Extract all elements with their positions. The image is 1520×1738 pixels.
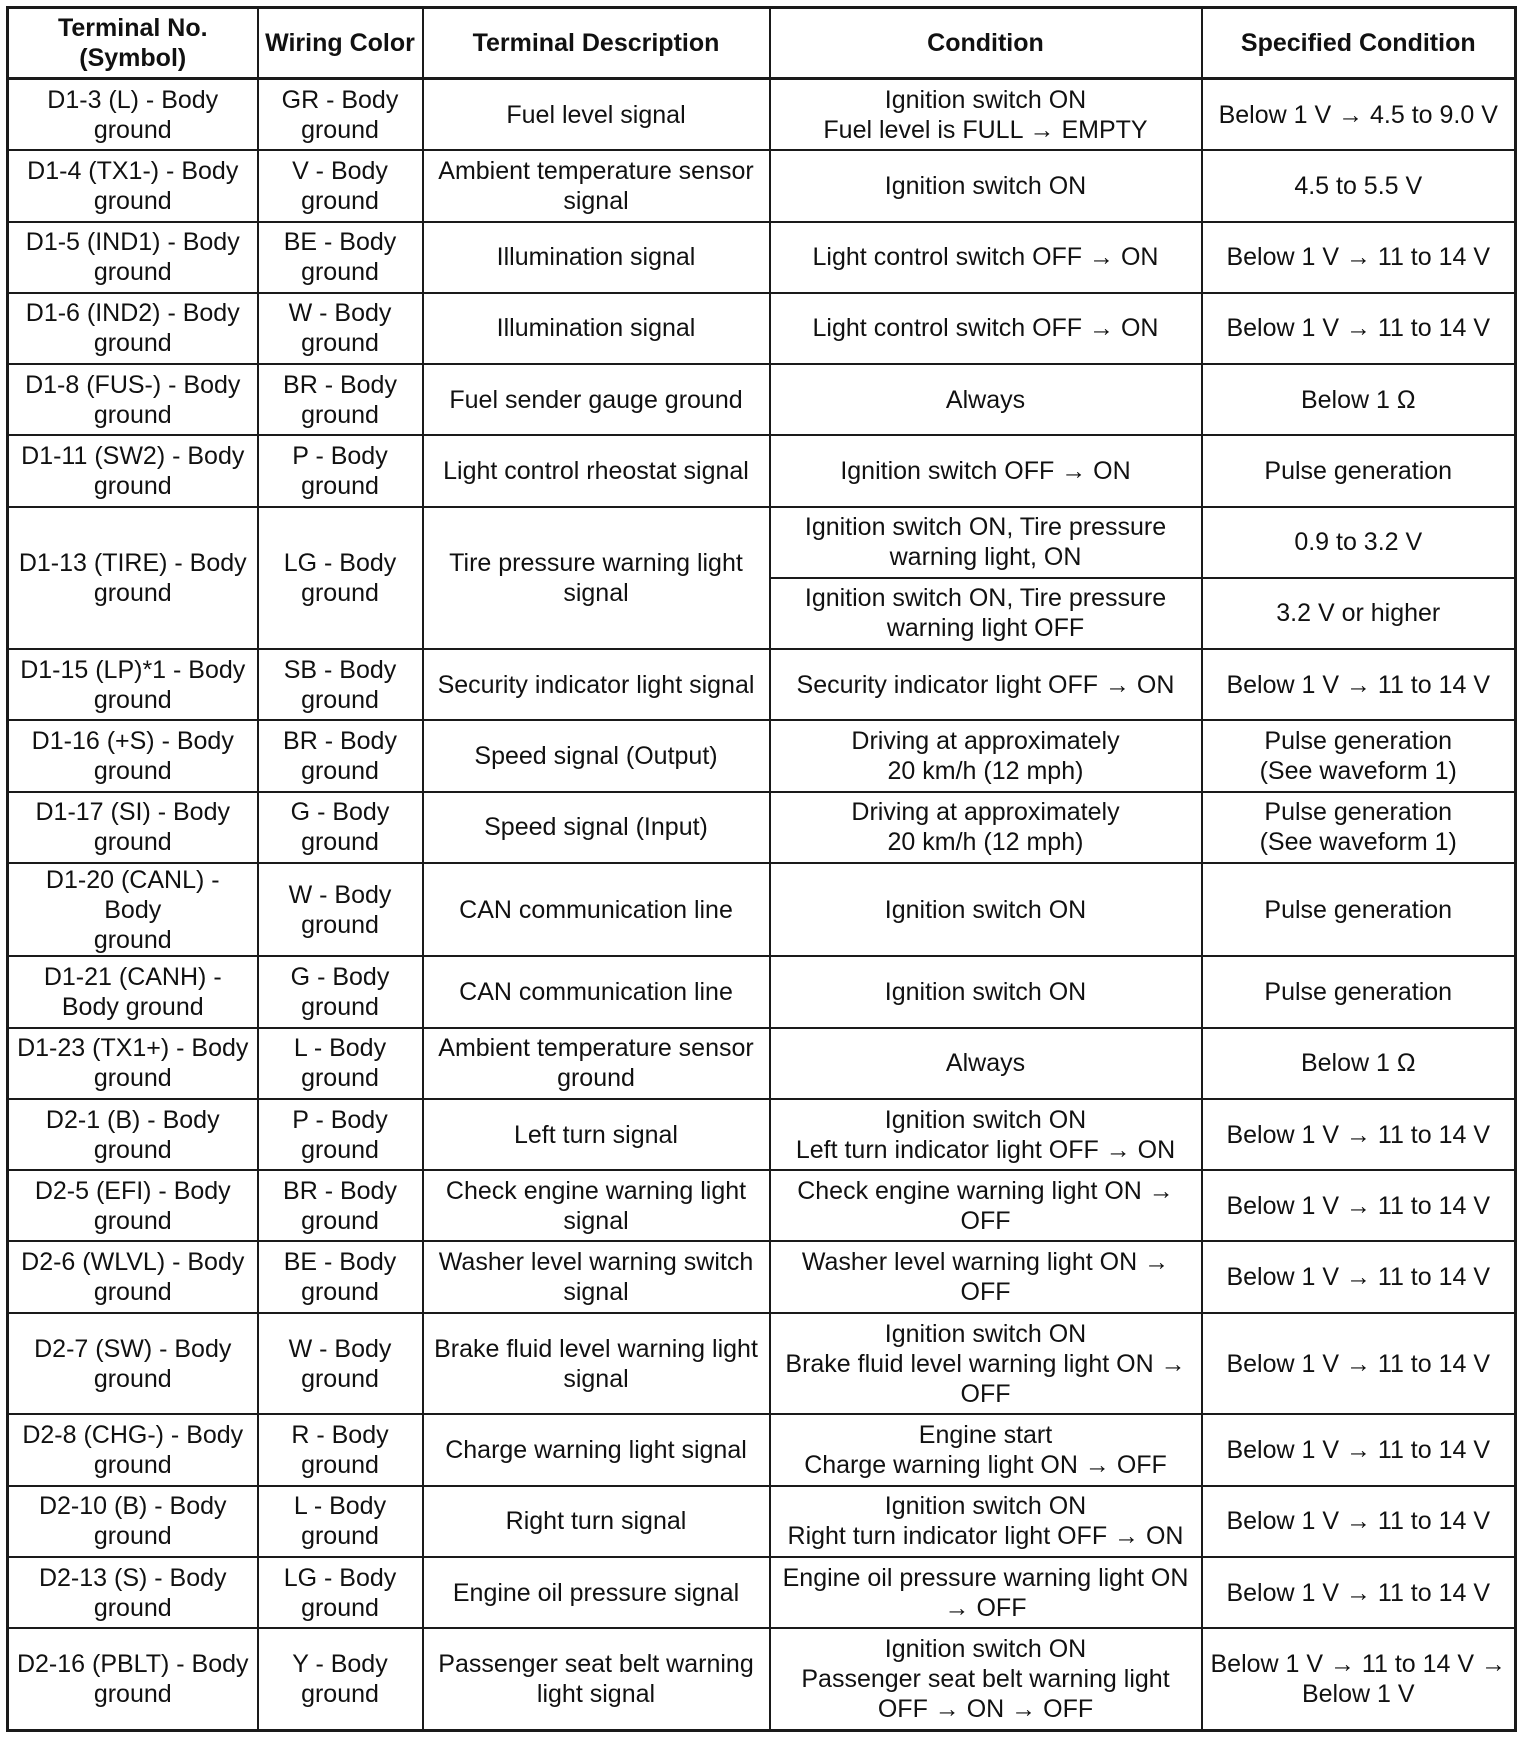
table-row — [8, 1313, 1516, 1415]
header-specified-condition: Specified Condition — [1202, 8, 1516, 79]
cell-terminal-description: Fuel level signal — [423, 79, 770, 151]
table-row — [8, 79, 1516, 151]
cell-terminal-description: Right turn signal — [423, 1486, 770, 1557]
cell-specified-condition: Below 1 Ω — [1202, 1028, 1516, 1099]
cell-specified-condition: Below 1 V → 11 to 14 V — [1202, 1170, 1516, 1241]
table-row — [8, 863, 1516, 957]
cell-condition: Ignition switch ON Passenger seat belt warning light OFF → ON → OFF — [770, 1628, 1202, 1730]
cell-wiring-color: Y - Body ground — [258, 1628, 423, 1730]
cell-wiring-color: BR - Body ground — [258, 1170, 423, 1241]
header-condition: Condition — [770, 8, 1202, 79]
cell-specified-condition: 3.2 V or higher — [1202, 578, 1516, 649]
cell-specified-condition: 0.9 to 3.2 V — [1202, 507, 1516, 578]
cell-terminal: D1-11 (SW2) - Body ground — [8, 435, 258, 506]
cell-wiring-color: L - Body ground — [258, 1486, 423, 1557]
cell-terminal-description: Left turn signal — [423, 1099, 770, 1170]
cell-specified-condition: Below 1 V → 11 to 14 V — [1202, 1486, 1516, 1557]
cell-condition: Ignition switch ON Brake fluid level warning light ON → OFF — [770, 1313, 1202, 1415]
cell-terminal-description: Ambient temperature sensor ground — [423, 1028, 770, 1099]
cell-terminal: D2-10 (B) - Body ground — [8, 1486, 258, 1557]
table-row — [8, 792, 1516, 863]
cell-wiring-color: V - Body ground — [258, 150, 423, 221]
cell-terminal-description: Security indicator light signal — [423, 649, 770, 720]
cell-terminal: D2-13 (S) - Body ground — [8, 1557, 258, 1628]
table-row — [8, 1557, 1516, 1628]
cell-condition: Ignition switch ON, Tire pressure warning light OFF — [770, 578, 1202, 649]
table-row — [8, 649, 1516, 720]
cell-terminal-description: Check engine warning light signal — [423, 1170, 770, 1241]
cell-condition: Driving at approximately 20 km/h (12 mph) — [770, 792, 1202, 863]
cell-condition: Security indicator light OFF → ON — [770, 649, 1202, 720]
cell-specified-condition: Below 1 V → 11 to 14 V → Below 1 V — [1202, 1628, 1516, 1730]
cell-specified-condition: Below 1 V → 11 to 14 V — [1202, 1241, 1516, 1312]
cell-specified-condition: 4.5 to 5.5 V — [1202, 150, 1516, 221]
cell-condition: Ignition switch ON Fuel level is FULL → EMPTY — [770, 79, 1202, 151]
header-terminal-description: Terminal Description — [423, 8, 770, 79]
cell-condition: Light control switch OFF → ON — [770, 293, 1202, 364]
cell-wiring-color: R - Body ground — [258, 1414, 423, 1485]
cell-specified-condition: Pulse generation — [1202, 435, 1516, 506]
cell-terminal-description: CAN communication line — [423, 863, 770, 957]
cell-terminal: D1-4 (TX1-) - Body ground — [8, 150, 258, 221]
cell-terminal: D1-8 (FUS-) - Body ground — [8, 364, 258, 435]
cell-terminal: D1-20 (CANL) - Body ground — [8, 863, 258, 957]
cell-condition: Check engine warning light ON → OFF — [770, 1170, 1202, 1241]
table-row — [8, 1170, 1516, 1241]
cell-terminal-description: Ambient temperature sensor signal — [423, 150, 770, 221]
cell-condition: Always — [770, 364, 1202, 435]
cell-condition: Engine start Charge warning light ON → OFF — [770, 1414, 1202, 1485]
cell-terminal: D1-17 (SI) - Body ground — [8, 792, 258, 863]
cell-terminal: D1-16 (+S) - Body ground — [8, 720, 258, 791]
cell-terminal: D1-5 (IND1) - Body ground — [8, 222, 258, 293]
cell-terminal: D2-1 (B) - Body ground — [8, 1099, 258, 1170]
cell-wiring-color: BR - Body ground — [258, 720, 423, 791]
cell-wiring-color: LG - Body ground — [258, 507, 423, 650]
cell-terminal-description: CAN communication line — [423, 956, 770, 1027]
cell-condition: Ignition switch ON — [770, 956, 1202, 1027]
table-row — [8, 1099, 1516, 1170]
cell-terminal: D2-8 (CHG-) - Body ground — [8, 1414, 258, 1485]
cell-terminal: D1-13 (TIRE) - Body ground — [8, 507, 258, 650]
table-row — [8, 293, 1516, 364]
cell-specified-condition: Pulse generation (See waveform 1) — [1202, 720, 1516, 791]
cell-wiring-color: G - Body ground — [258, 792, 423, 863]
cell-wiring-color: W - Body ground — [258, 863, 423, 957]
cell-wiring-color: P - Body ground — [258, 435, 423, 506]
header-terminal: Terminal No. (Symbol) — [8, 8, 258, 79]
cell-terminal-description: Passenger seat belt warning light signal — [423, 1628, 770, 1730]
table-row — [8, 1486, 1516, 1557]
cell-condition: Engine oil pressure warning light ON → OFF — [770, 1557, 1202, 1628]
cell-terminal-description: Speed signal (Input) — [423, 792, 770, 863]
table-row — [8, 150, 1516, 221]
header-row — [8, 8, 1516, 79]
cell-specified-condition: Pulse generation (See waveform 1) — [1202, 792, 1516, 863]
table-row — [8, 1414, 1516, 1485]
cell-specified-condition: Below 1 V → 11 to 14 V — [1202, 1557, 1516, 1628]
table-row — [8, 1028, 1516, 1099]
cell-terminal-description: Light control rheostat signal — [423, 435, 770, 506]
cell-terminal-description: Speed signal (Output) — [423, 720, 770, 791]
cell-wiring-color: BE - Body ground — [258, 1241, 423, 1312]
cell-wiring-color: LG - Body ground — [258, 1557, 423, 1628]
cell-condition: Ignition switch ON — [770, 863, 1202, 957]
cell-terminal: D2-6 (WLVL) - Body ground — [8, 1241, 258, 1312]
cell-condition: Light control switch OFF → ON — [770, 222, 1202, 293]
table-row — [8, 364, 1516, 435]
table-row — [8, 507, 1516, 578]
terminal-spec-table — [6, 6, 1517, 1732]
cell-condition: Always — [770, 1028, 1202, 1099]
cell-terminal: D1-15 (LP)*1 - Body ground — [8, 649, 258, 720]
cell-condition: Washer level warning light ON → OFF — [770, 1241, 1202, 1312]
cell-wiring-color: G - Body ground — [258, 956, 423, 1027]
cell-condition: Ignition switch OFF → ON — [770, 435, 1202, 506]
cell-specified-condition: Below 1 V → 4.5 to 9.0 V — [1202, 79, 1516, 151]
table-row — [8, 222, 1516, 293]
table-body — [8, 79, 1516, 1731]
cell-wiring-color: GR - Body ground — [258, 79, 423, 151]
cell-wiring-color: W - Body ground — [258, 1313, 423, 1415]
cell-terminal-description: Charge warning light signal — [423, 1414, 770, 1485]
cell-specified-condition: Below 1 V → 11 to 14 V — [1202, 1414, 1516, 1485]
cell-terminal: D1-21 (CANH) - Body ground — [8, 956, 258, 1027]
cell-wiring-color: P - Body ground — [258, 1099, 423, 1170]
cell-terminal: D1-23 (TX1+) - Body ground — [8, 1028, 258, 1099]
cell-wiring-color: L - Body ground — [258, 1028, 423, 1099]
cell-specified-condition: Pulse generation — [1202, 863, 1516, 957]
cell-terminal-description: Tire pressure warning light signal — [423, 507, 770, 650]
table-row — [8, 720, 1516, 791]
cell-terminal: D1-6 (IND2) - Body ground — [8, 293, 258, 364]
cell-terminal: D2-5 (EFI) - Body ground — [8, 1170, 258, 1241]
cell-terminal-description: Washer level warning switch signal — [423, 1241, 770, 1312]
cell-specified-condition: Below 1 V → 11 to 14 V — [1202, 1313, 1516, 1415]
cell-terminal-description: Engine oil pressure signal — [423, 1557, 770, 1628]
cell-terminal: D2-7 (SW) - Body ground — [8, 1313, 258, 1415]
cell-condition: Ignition switch ON, Tire pressure warning light, ON — [770, 507, 1202, 578]
table-header — [8, 8, 1516, 79]
cell-terminal-description: Illumination signal — [423, 222, 770, 293]
table-row — [8, 956, 1516, 1027]
cell-specified-condition: Below 1 V → 11 to 14 V — [1202, 649, 1516, 720]
table-row — [8, 1628, 1516, 1730]
cell-specified-condition: Below 1 V → 11 to 14 V — [1202, 293, 1516, 364]
cell-specified-condition: Pulse generation — [1202, 956, 1516, 1027]
cell-terminal: D1-3 (L) - Body ground — [8, 79, 258, 151]
table-row — [8, 1241, 1516, 1312]
cell-specified-condition: Below 1 V → 11 to 14 V — [1202, 222, 1516, 293]
cell-wiring-color: W - Body ground — [258, 293, 423, 364]
cell-wiring-color: SB - Body ground — [258, 649, 423, 720]
table-row — [8, 435, 1516, 506]
cell-condition: Ignition switch ON Left turn indicator light OFF → ON — [770, 1099, 1202, 1170]
cell-terminal: D2-16 (PBLT) - Body ground — [8, 1628, 258, 1730]
cell-wiring-color: BR - Body ground — [258, 364, 423, 435]
cell-wiring-color: BE - Body ground — [258, 222, 423, 293]
cell-specified-condition: Below 1 V → 11 to 14 V — [1202, 1099, 1516, 1170]
cell-specified-condition: Below 1 Ω — [1202, 364, 1516, 435]
cell-terminal-description: Illumination signal — [423, 293, 770, 364]
header-wiring-color: Wiring Color — [258, 8, 423, 79]
cell-condition: Ignition switch ON — [770, 150, 1202, 221]
cell-terminal-description: Fuel sender gauge ground — [423, 364, 770, 435]
cell-condition: Ignition switch ON Right turn indicator light OFF → ON — [770, 1486, 1202, 1557]
cell-condition: Driving at approximately 20 km/h (12 mph) — [770, 720, 1202, 791]
cell-terminal-description: Brake fluid level warning light signal — [423, 1313, 770, 1415]
